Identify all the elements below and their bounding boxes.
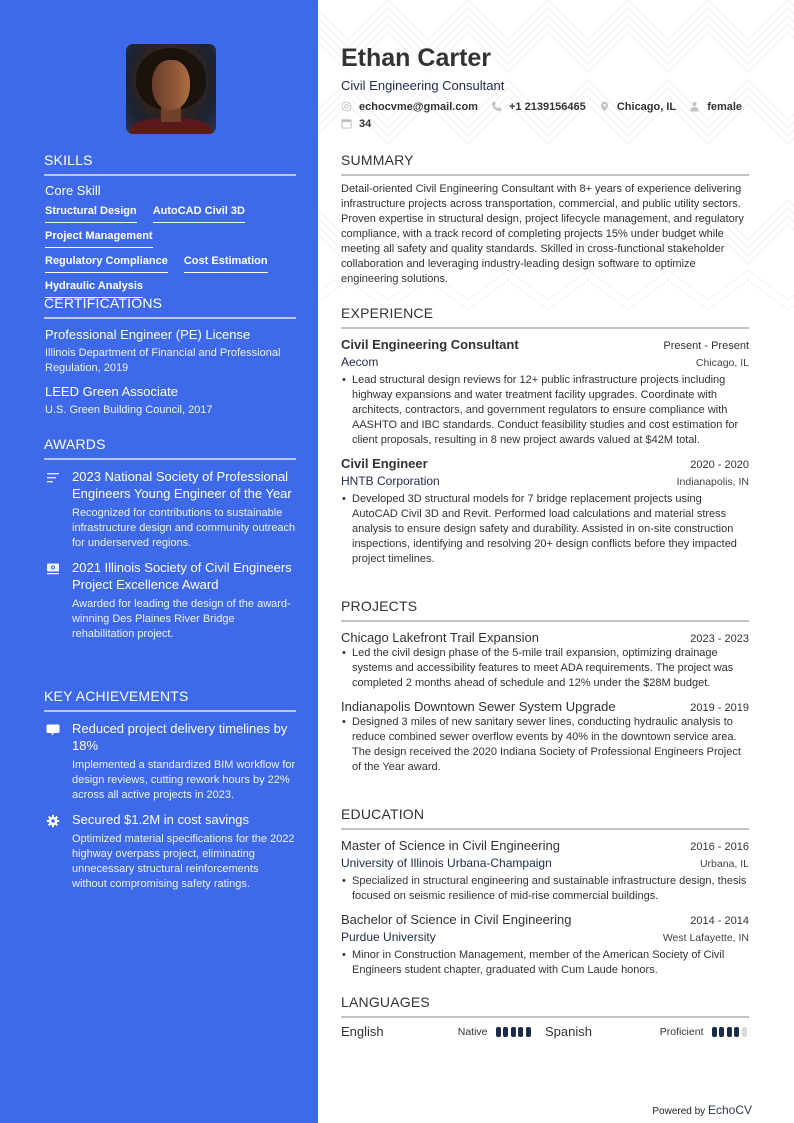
award-title: 2021 Illinois Society of Civil Engineers Project Excellence Award bbox=[72, 560, 292, 592]
sidebar bbox=[0, 0, 318, 1123]
project-description: • Led the civil design phase of the 5-mile trail expansion, optimizing drainage systems and accessibility features to meet ADA requirements. The project was completed 2 months ahead of schedule and 12% under the $28M budget. bbox=[341, 646, 749, 691]
job-dates: Present - Present bbox=[663, 340, 749, 352]
awards-section bbox=[44, 436, 296, 642]
education-section bbox=[341, 806, 749, 978]
skill-chip: AutoCAD Civil 3D bbox=[153, 201, 245, 223]
experience-entry bbox=[341, 456, 749, 567]
languages-section bbox=[341, 994, 749, 1039]
award-description: Awarded for leading the design of the award-winning Des Plaines River Bridge rehabilitation project. bbox=[72, 598, 291, 640]
education-dates: 2014 - 2014 bbox=[690, 915, 749, 927]
degree-title: Bachelor of Science in Civil Engineering bbox=[341, 912, 572, 927]
language-item bbox=[545, 1024, 749, 1039]
language-name: Spanish bbox=[545, 1024, 592, 1039]
education-entry bbox=[341, 912, 749, 978]
money-icon bbox=[46, 562, 60, 576]
education-heading: EDUCATION bbox=[341, 806, 749, 830]
degree-title: Master of Science in Civil Engineering bbox=[341, 838, 560, 853]
job-title: Civil Engineer bbox=[341, 456, 428, 471]
language-level: Proficient bbox=[659, 1025, 704, 1038]
projects-heading: PROJECTS bbox=[341, 598, 749, 622]
candidate-name: Ethan Carter bbox=[341, 44, 492, 72]
job-description: • Lead structural design reviews for 12+ public infrastructure projects including highway expansions and water treatment facility upgrades. Coordinate with architects, contractors, and government regulators to ensure compliance with AASHTO and IBC standards. Conduct feasibility studies and cost estimation for client proposals, resulting in 8 new project awards valued at $42M total. bbox=[341, 373, 749, 448]
skills-heading: SKILLS bbox=[44, 152, 296, 176]
skill-chip: Structural Design bbox=[45, 201, 137, 223]
achievement-item bbox=[44, 811, 296, 892]
summary-section bbox=[341, 152, 749, 287]
company-name: Aecom bbox=[341, 355, 379, 369]
speech-bubble-icon bbox=[46, 723, 60, 737]
project-dates: 2019 - 2019 bbox=[690, 702, 749, 714]
footer-prefix: Powered by bbox=[652, 1106, 706, 1117]
education-entry bbox=[341, 838, 749, 904]
key-achievements-section bbox=[44, 688, 296, 892]
job-location: Indianapolis, IN bbox=[676, 476, 749, 488]
education-description: • Minor in Construction Management, member of the American Society of Civil Engineers student chapter, graduated with Cum Laude honors. bbox=[341, 948, 749, 978]
certification-name: LEED Green Associate bbox=[45, 384, 178, 399]
project-entry bbox=[341, 699, 749, 775]
location-text: Chicago, IL bbox=[616, 100, 677, 113]
language-item bbox=[341, 1024, 545, 1039]
contact-info bbox=[341, 99, 761, 133]
achievement-description: Optimized material specifications for the 2022 highway overpass project, eliminating unnecessary structural reinforcements without compromising safety ratings. bbox=[72, 833, 295, 890]
projects-section bbox=[341, 598, 749, 775]
candidate-role: Civil Engineering Consultant bbox=[341, 78, 505, 93]
gender-text: female bbox=[707, 100, 743, 113]
skills-section bbox=[44, 152, 296, 298]
footer-credit bbox=[652, 1103, 752, 1117]
skills-list bbox=[45, 198, 296, 298]
contact-age bbox=[341, 116, 371, 131]
contact-phone[interactable] bbox=[491, 99, 586, 114]
age-text: 34 bbox=[359, 117, 372, 130]
school-name: University of Illinois Urbana-Champaign bbox=[341, 856, 552, 870]
achievement-title: Secured $1.2M in cost savings bbox=[72, 812, 250, 827]
phone-icon bbox=[491, 101, 502, 112]
lines-icon bbox=[46, 471, 60, 485]
award-item bbox=[44, 559, 296, 642]
calendar-icon bbox=[341, 118, 352, 129]
project-title: Chicago Lakefront Trail Expansion bbox=[341, 630, 540, 645]
location-pin-icon bbox=[599, 101, 610, 112]
certification-issuer: Illinois Department of Financial and Professional Regulation, 2019 bbox=[45, 347, 281, 374]
footer-brand-link[interactable]: EchoCV bbox=[707, 1103, 752, 1117]
education-dates: 2016 - 2016 bbox=[690, 841, 749, 853]
proficiency-dots bbox=[712, 1027, 750, 1037]
certification-name: Professional Engineer (PE) License bbox=[45, 327, 251, 342]
school-location: West Lafayette, IN bbox=[662, 932, 749, 944]
skill-chip: Cost Estimation bbox=[184, 251, 268, 273]
school-location: Urbana, IL bbox=[699, 858, 749, 870]
language-name: English bbox=[341, 1024, 384, 1039]
experience-section bbox=[341, 305, 749, 567]
achievement-title: Reduced project delivery timelines by 18% bbox=[72, 721, 288, 753]
job-location: Chicago, IL bbox=[695, 357, 749, 369]
experience-entry bbox=[341, 337, 749, 448]
languages-list bbox=[341, 1024, 749, 1039]
skill-chip: Hydraulic Analysis bbox=[45, 276, 143, 298]
key-achievements-heading: KEY ACHIEVEMENTS bbox=[44, 688, 296, 712]
job-description: • Developed 3D structural models for 7 bridge replacement projects using AutoCAD Civil 3D and Revit. Performed load calculations and material stress analysis to ensure design safety and durability. Assisted in on-site construction inspections, identifying and resolving 20+ design conflicts before they impacted project timelines. bbox=[341, 492, 749, 567]
achievement-item bbox=[44, 720, 296, 803]
language-level: Native bbox=[457, 1025, 488, 1038]
project-description: • Designed 3 miles of new sanitary sewer lines, conducting hydraulic analysis to reduce combined sewer overflow events by 40% in the downtown service area. The design received the 2020 Indiana Society of Professional Engineers Project of the Year award. bbox=[341, 715, 749, 775]
skill-chip: Regulatory Compliance bbox=[45, 251, 168, 273]
skill-chip: Project Management bbox=[45, 226, 153, 248]
phone-text: +1 2139156465 bbox=[509, 100, 586, 113]
job-title: Civil Engineering Consultant bbox=[341, 337, 519, 352]
main-content bbox=[318, 0, 794, 1123]
certification-issuer: U.S. Green Building Council, 2017 bbox=[45, 404, 213, 416]
certifications-heading: CERTIFICATIONS bbox=[44, 295, 296, 319]
achievement-description: Implemented a standardized BIM workflow for design reviews, cutting rework hours by 22% across all active projects in 2023. bbox=[72, 759, 296, 801]
company-name: HNTB Corporation bbox=[341, 474, 440, 488]
project-title: Indianapolis Downtown Sewer System Upgrade bbox=[341, 699, 616, 714]
proficiency-dots bbox=[496, 1027, 534, 1037]
contact-email[interactable] bbox=[341, 99, 478, 114]
job-dates: 2020 - 2020 bbox=[690, 459, 749, 471]
certifications-section bbox=[44, 295, 296, 418]
contact-gender bbox=[689, 99, 742, 114]
award-description: Recognized for contributions to sustainable infrastructure design and community outreach for underserved regions. bbox=[72, 507, 296, 549]
awards-heading: AWARDS bbox=[44, 436, 296, 460]
summary-heading: SUMMARY bbox=[341, 152, 749, 176]
contact-location bbox=[599, 99, 676, 114]
school-name: Purdue University bbox=[341, 930, 436, 944]
gear-icon bbox=[46, 814, 60, 828]
project-dates: 2023 - 2023 bbox=[690, 633, 749, 645]
skills-subtitle: Core Skill bbox=[45, 183, 101, 198]
education-description: • Specialized in structural engineering and sustainable infrastructure design, thesis focused on seismic resilience of mid-rise commercial buildings. bbox=[341, 874, 749, 904]
project-entry bbox=[341, 630, 749, 691]
languages-heading: LANGUAGES bbox=[341, 994, 749, 1018]
award-item bbox=[44, 468, 296, 551]
experience-heading: EXPERIENCE bbox=[341, 305, 749, 329]
at-icon bbox=[341, 101, 352, 112]
award-title: 2023 National Society of Professional Engineers Young Engineer of the Year bbox=[72, 469, 292, 501]
avatar bbox=[126, 44, 216, 134]
person-icon bbox=[689, 101, 700, 112]
email-text: echocvme@gmail.com bbox=[359, 100, 478, 113]
summary-text: Detail-oriented Civil Engineering Consultant with 8+ years of experience delivering infrastructure projects across transportation, commercial, and public utility sectors. Proven expertise in structural design, project lifecycle management, and regulatory compliance, with a track record of completing projects 15% under budget while meeting all safety and quality standards. Skilled in cross-functional stakeholder collaboration and leveraging industry-leading design software to optimize engineering solutions. bbox=[341, 183, 744, 285]
